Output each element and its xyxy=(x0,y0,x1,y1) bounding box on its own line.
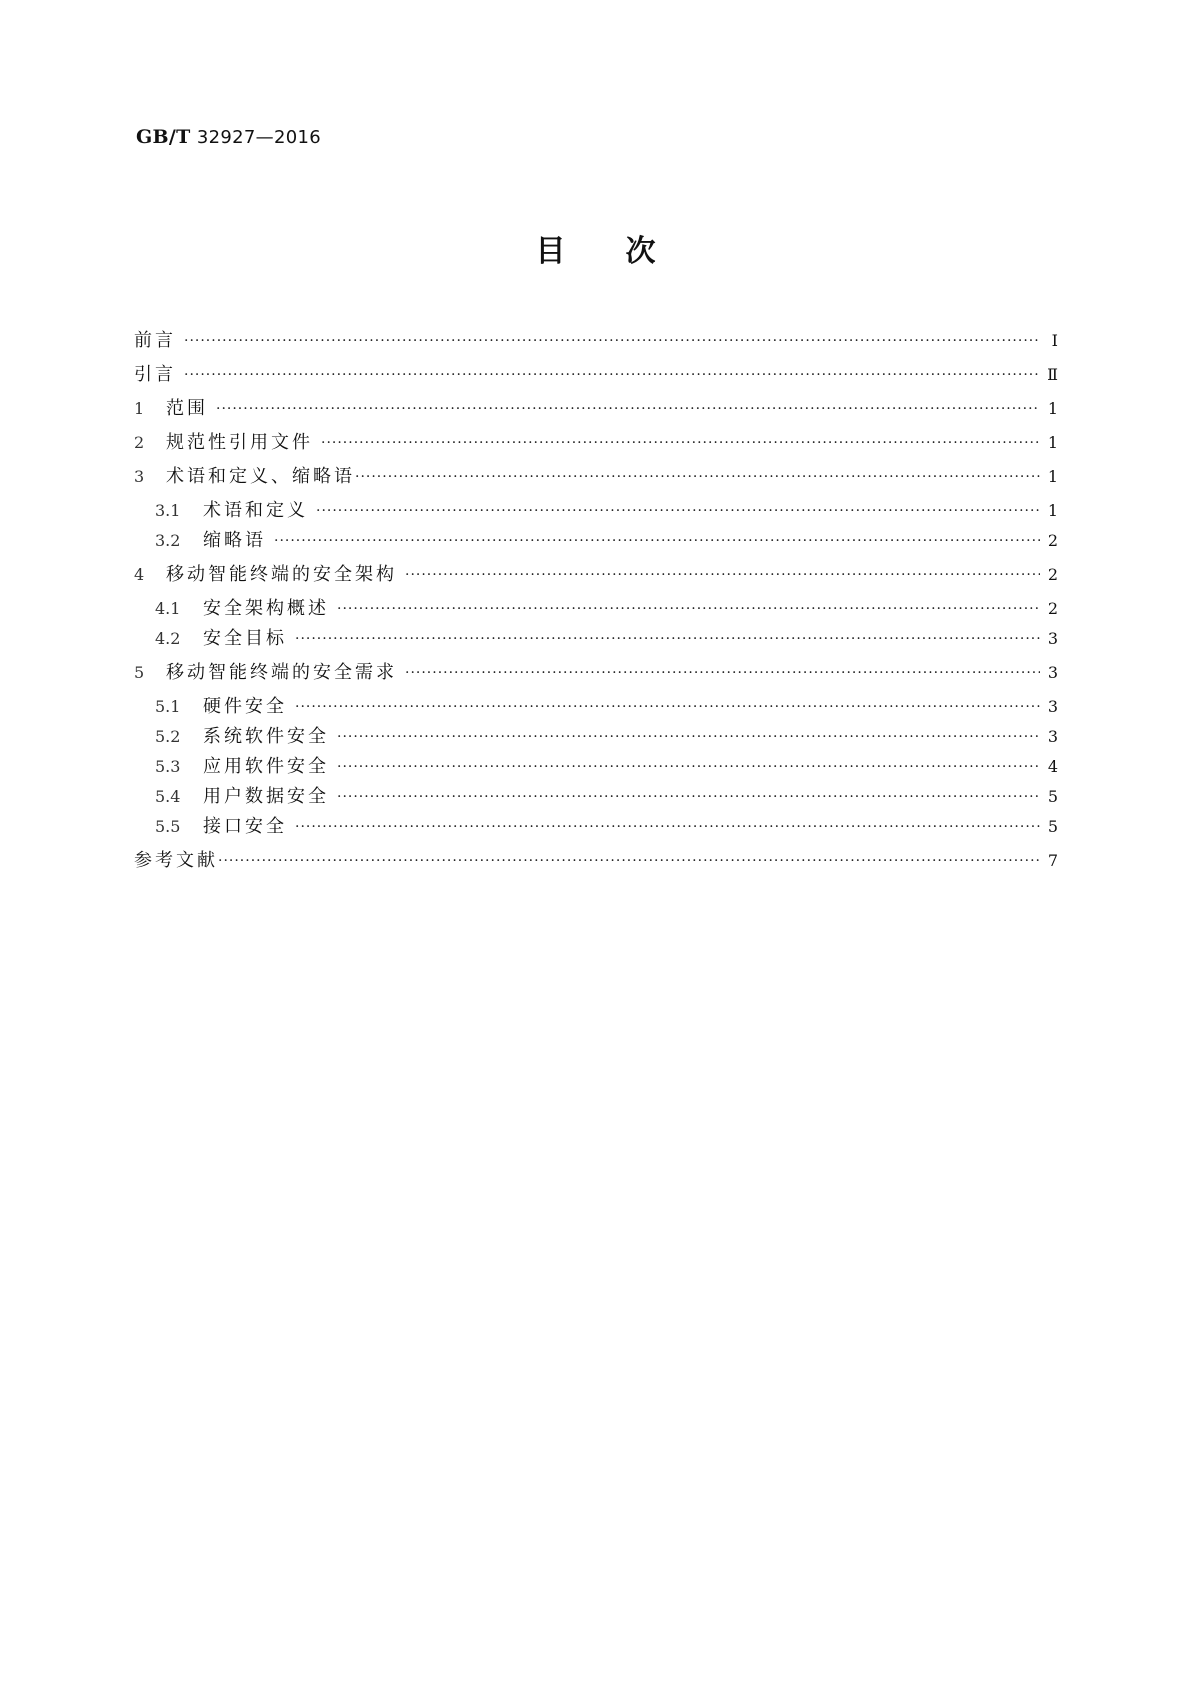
toc-entry-5[interactable] xyxy=(134,658,1058,688)
toc-entry-page: Ⅰ xyxy=(1051,331,1058,350)
toc-entry-bibliography[interactable] xyxy=(134,846,1058,876)
toc-leader-dots xyxy=(295,692,1040,722)
toc-entry-number: 5.3 xyxy=(155,757,181,776)
toc-entry-number: 5 xyxy=(134,663,145,682)
toc-entry-page: 1 xyxy=(1047,433,1058,452)
toc-leader-dots xyxy=(405,658,1040,688)
toc-entry-page: 1 xyxy=(1047,467,1058,486)
toc-entry-3-1[interactable] xyxy=(155,496,1058,526)
toc-entry-label: 系统软件安全 xyxy=(203,726,329,747)
toc-leader-dots xyxy=(316,496,1040,526)
toc-entry-page: 2 xyxy=(1047,599,1058,618)
document-code-number: 32927—2016 xyxy=(196,127,321,148)
toc-entry-5-3[interactable] xyxy=(155,752,1058,782)
toc-entry-5-5[interactable] xyxy=(155,812,1058,842)
toc-entry-label: 术语和定义 xyxy=(203,500,308,521)
toc-entry-3[interactable] xyxy=(134,462,1058,492)
toc-entry-page: 5 xyxy=(1047,817,1058,836)
toc-entry-number: 5.5 xyxy=(155,817,181,836)
toc-entry-4-1[interactable] xyxy=(155,594,1058,624)
toc-leader-dots xyxy=(337,752,1040,782)
toc-leader-dots xyxy=(355,462,1040,492)
toc-entry-label: 规范性引用文件 xyxy=(166,432,313,453)
toc-entry-label: 术语和定义、缩略语 xyxy=(166,466,355,487)
toc-entry-number: 3.1 xyxy=(155,501,181,520)
toc-entry-4[interactable] xyxy=(134,560,1058,590)
toc-entry-number: 4.2 xyxy=(155,629,181,648)
toc-entry-page: 5 xyxy=(1047,787,1058,806)
toc-leader-dots xyxy=(321,428,1040,458)
document-code xyxy=(136,126,321,148)
document-code-prefix: GB/T xyxy=(136,126,191,148)
toc-leader-dots xyxy=(337,594,1040,624)
toc-entry-label: 安全目标 xyxy=(203,628,287,649)
toc-entry-introduction[interactable] xyxy=(134,360,1058,390)
toc-entry-label: 范围 xyxy=(166,398,208,419)
toc-entry-number: 2 xyxy=(134,433,145,452)
toc-entry-label: 安全架构概述 xyxy=(203,598,329,619)
toc-leader-dots xyxy=(337,722,1040,752)
toc-entry-number: 5.1 xyxy=(155,697,181,716)
toc-entry-page: 3 xyxy=(1047,727,1058,746)
toc-entry-page: 2 xyxy=(1047,531,1058,550)
toc-entry-number: 5.2 xyxy=(155,727,181,746)
toc-entry-page: 1 xyxy=(1047,399,1058,418)
toc-entry-3-2[interactable] xyxy=(155,526,1058,556)
toc-entry-page: 3 xyxy=(1047,629,1058,648)
toc-entry-number: 5.4 xyxy=(155,787,181,806)
toc-entry-page: 1 xyxy=(1047,501,1058,520)
toc-entry-page: 4 xyxy=(1047,757,1058,776)
toc-leader-dots xyxy=(216,394,1040,424)
toc-entry-label: 移动智能终端的安全需求 xyxy=(166,662,397,683)
toc-entry-label: 用户数据安全 xyxy=(203,786,329,807)
toc-leader-dots xyxy=(218,846,1040,876)
toc-entry-page: Ⅱ xyxy=(1047,365,1058,384)
toc-entry-4-2[interactable] xyxy=(155,624,1058,654)
toc-leader-dots xyxy=(184,326,1040,356)
toc-entry-5-4[interactable] xyxy=(155,782,1058,812)
toc-entry-foreword[interactable] xyxy=(134,326,1058,356)
toc-entry-page: 3 xyxy=(1047,697,1058,716)
toc-leader-dots xyxy=(274,526,1040,556)
toc-leader-dots xyxy=(337,782,1040,812)
toc-entry-5-2[interactable] xyxy=(155,722,1058,752)
toc-entry-label: 应用软件安全 xyxy=(203,756,329,777)
toc-entry-label: 硬件安全 xyxy=(203,696,287,717)
toc-entry-5-1[interactable] xyxy=(155,692,1058,722)
toc-entry-label: 前言 xyxy=(134,330,176,351)
toc-entry-label: 参考文献 xyxy=(134,850,218,871)
toc-entry-label: 缩略语 xyxy=(203,530,266,551)
toc-entry-number: 4.1 xyxy=(155,599,181,618)
toc-entry-number: 3.2 xyxy=(155,531,181,550)
toc-leader-dots xyxy=(405,560,1040,590)
toc-entry-page: 2 xyxy=(1047,565,1058,584)
toc-entry-label: 移动智能终端的安全架构 xyxy=(166,564,397,585)
toc-entry-label: 引言 xyxy=(134,364,176,385)
toc-entry-label: 接口安全 xyxy=(203,816,287,837)
toc-entry-page: 3 xyxy=(1047,663,1058,682)
toc-entry-1[interactable] xyxy=(134,394,1058,424)
toc-entry-number: 4 xyxy=(134,565,145,584)
toc-entry-2[interactable] xyxy=(134,428,1058,458)
toc-title: 目次 xyxy=(535,234,716,269)
toc-leader-dots xyxy=(295,812,1040,842)
toc-leader-dots xyxy=(295,624,1040,654)
toc-entry-number: 3 xyxy=(134,467,145,486)
toc-leader-dots xyxy=(184,360,1040,390)
toc-entry-number: 1 xyxy=(134,399,145,418)
toc-entry-page: 7 xyxy=(1047,851,1058,870)
